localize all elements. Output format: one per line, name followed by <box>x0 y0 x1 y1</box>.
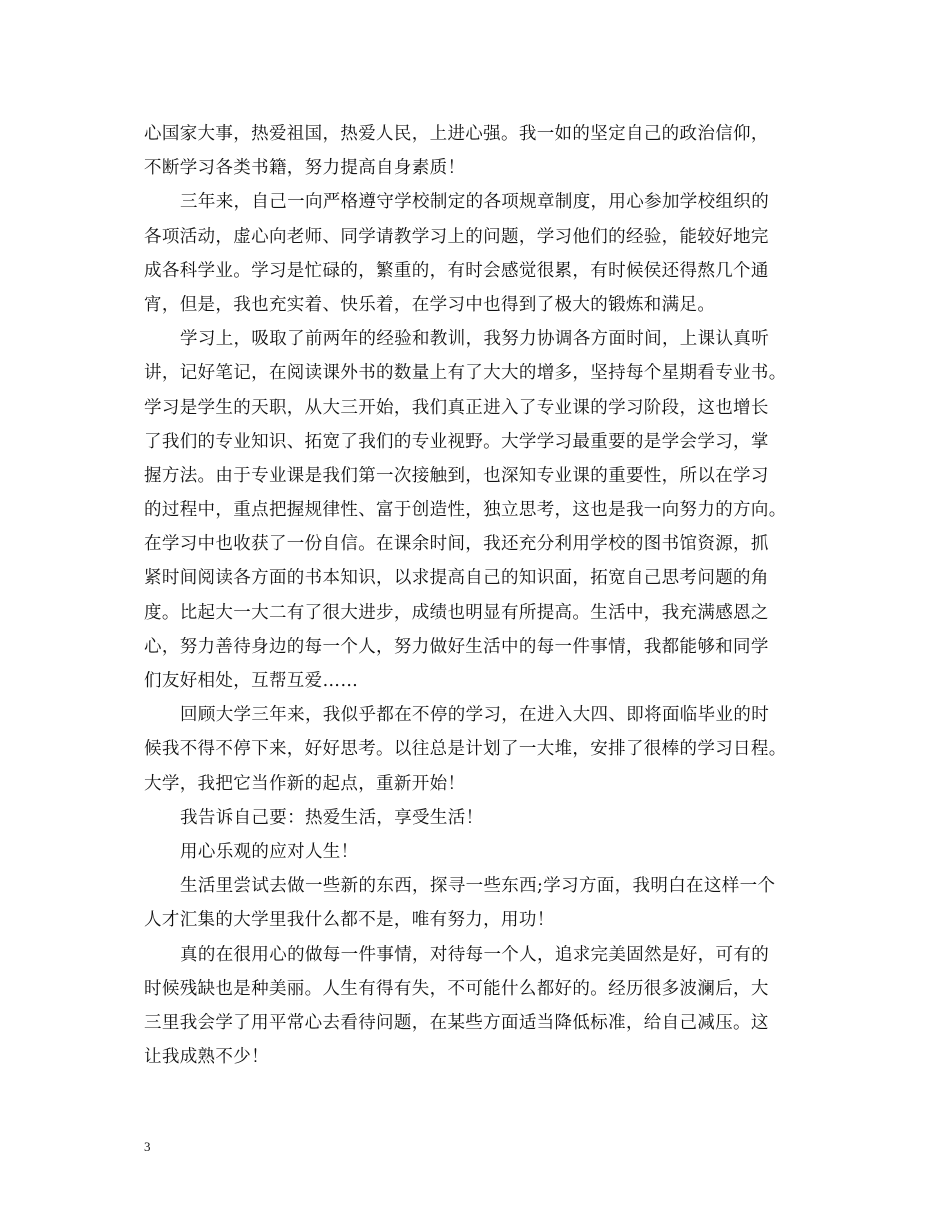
text-line: 讲，记好笔记，在阅读课外书的数量上有了大大的增多，坚持每个星期看专业书。 <box>144 363 787 384</box>
text-line: 在学习中也收获了一份自信。在课余时间，我还充分利用学校的图书馆资源，抓 <box>144 534 769 555</box>
paragraph-first-line: 用心乐观的应对人生！ <box>180 841 359 862</box>
document-body <box>144 117 824 1074</box>
text-line: 心，努力善待身边的每一个人，努力做好生活中的每一件事情，我都能够和同学 <box>144 636 769 657</box>
text-line: 了我们的专业知识、拓宽了我们的专业视野。大学学习最重要的是学会学习，掌 <box>144 431 769 452</box>
text-line: 度。比起大一大二有了很大进步，成绩也明显有所提高。生活中，我充满感恩之 <box>144 602 769 623</box>
text-line: 人才汇集的大学里我什么都不是，唯有努力，用功！ <box>144 910 555 931</box>
paragraph-first-line: 三年来，自己一向严格遵守学校制定的各项规章制度，用心参加学校组织的 <box>180 192 770 213</box>
paragraph-first-line: 我告诉自己要：热爱生活，享受生活！ <box>180 807 484 828</box>
paragraph-first-line: 学习上，吸取了前两年的经验和教训，我努力协调各方面时间，上课认真听 <box>180 329 770 350</box>
text-line: 宵，但是，我也充实着、快乐着，在学习中也得到了极大的锻炼和满足。 <box>144 294 716 315</box>
page-number: 3 <box>144 1139 151 1154</box>
text-line: 时候残缺也是种美丽。人生有得有失，不可能什么都好的。经历很多波澜后，大 <box>144 978 769 999</box>
text-line: 三里我会学了用平常心去看待问题，在某些方面适当降低标准，给自己减压。这 <box>144 1012 769 1033</box>
text-line: 让我成熟不少！ <box>144 1047 269 1068</box>
paragraph-first-line: 真的在很用心的做每一件事情，对待每一个人，追求完美固然是好，可有的 <box>180 944 770 965</box>
text-line: 们友好相处，互帮互爱…… <box>144 671 359 691</box>
paragraph-first-line: 回顾大学三年来，我似乎都在不停的学习，在进入大四、即将面临毕业的时 <box>180 705 770 726</box>
text-line: 紧时间阅读各方面的书本知识，以求提高自己的知识面，拓宽自己思考问题的角 <box>144 568 769 589</box>
text-line: 候我不得不停下来，好好思考。以往总是计划了一大堆，安排了很棒的学习日程。 <box>144 739 787 760</box>
text-line: 各项活动，虚心向老师、同学请教学习上的问题，学习他们的经验，能较好地完 <box>144 226 769 247</box>
paragraph-first-line: 生活里尝试去做一些新的东西，探寻一些东西;学习方面，我明白在这样一个 <box>180 876 776 897</box>
text-line: 成各科学业。学习是忙碌的，繁重的，有时会感觉很累，有时候侯还得熬几个通 <box>144 260 769 281</box>
text-line: 不断学习各类书籍，努力提高自身素质！ <box>144 158 466 179</box>
text-line: 心国家大事，热爱祖国，热爱人民，上进心强。我一如的坚定自己的政治信仰， <box>144 124 769 144</box>
text-line: 的过程中，重点把握规律性、富于创造性，独立思考，这也是我一向努力的方向。 <box>144 500 787 521</box>
text-line: 握方法。由于专业课是我们第一次接触到，也深知专业课的重要性，所以在学习 <box>144 465 769 486</box>
text-line: 大学，我把它当作新的起点，重新开始！ <box>144 773 466 794</box>
text-line: 学习是学生的天职，从大三开始，我们真正进入了专业课的学习阶段，这也增长 <box>144 397 769 418</box>
